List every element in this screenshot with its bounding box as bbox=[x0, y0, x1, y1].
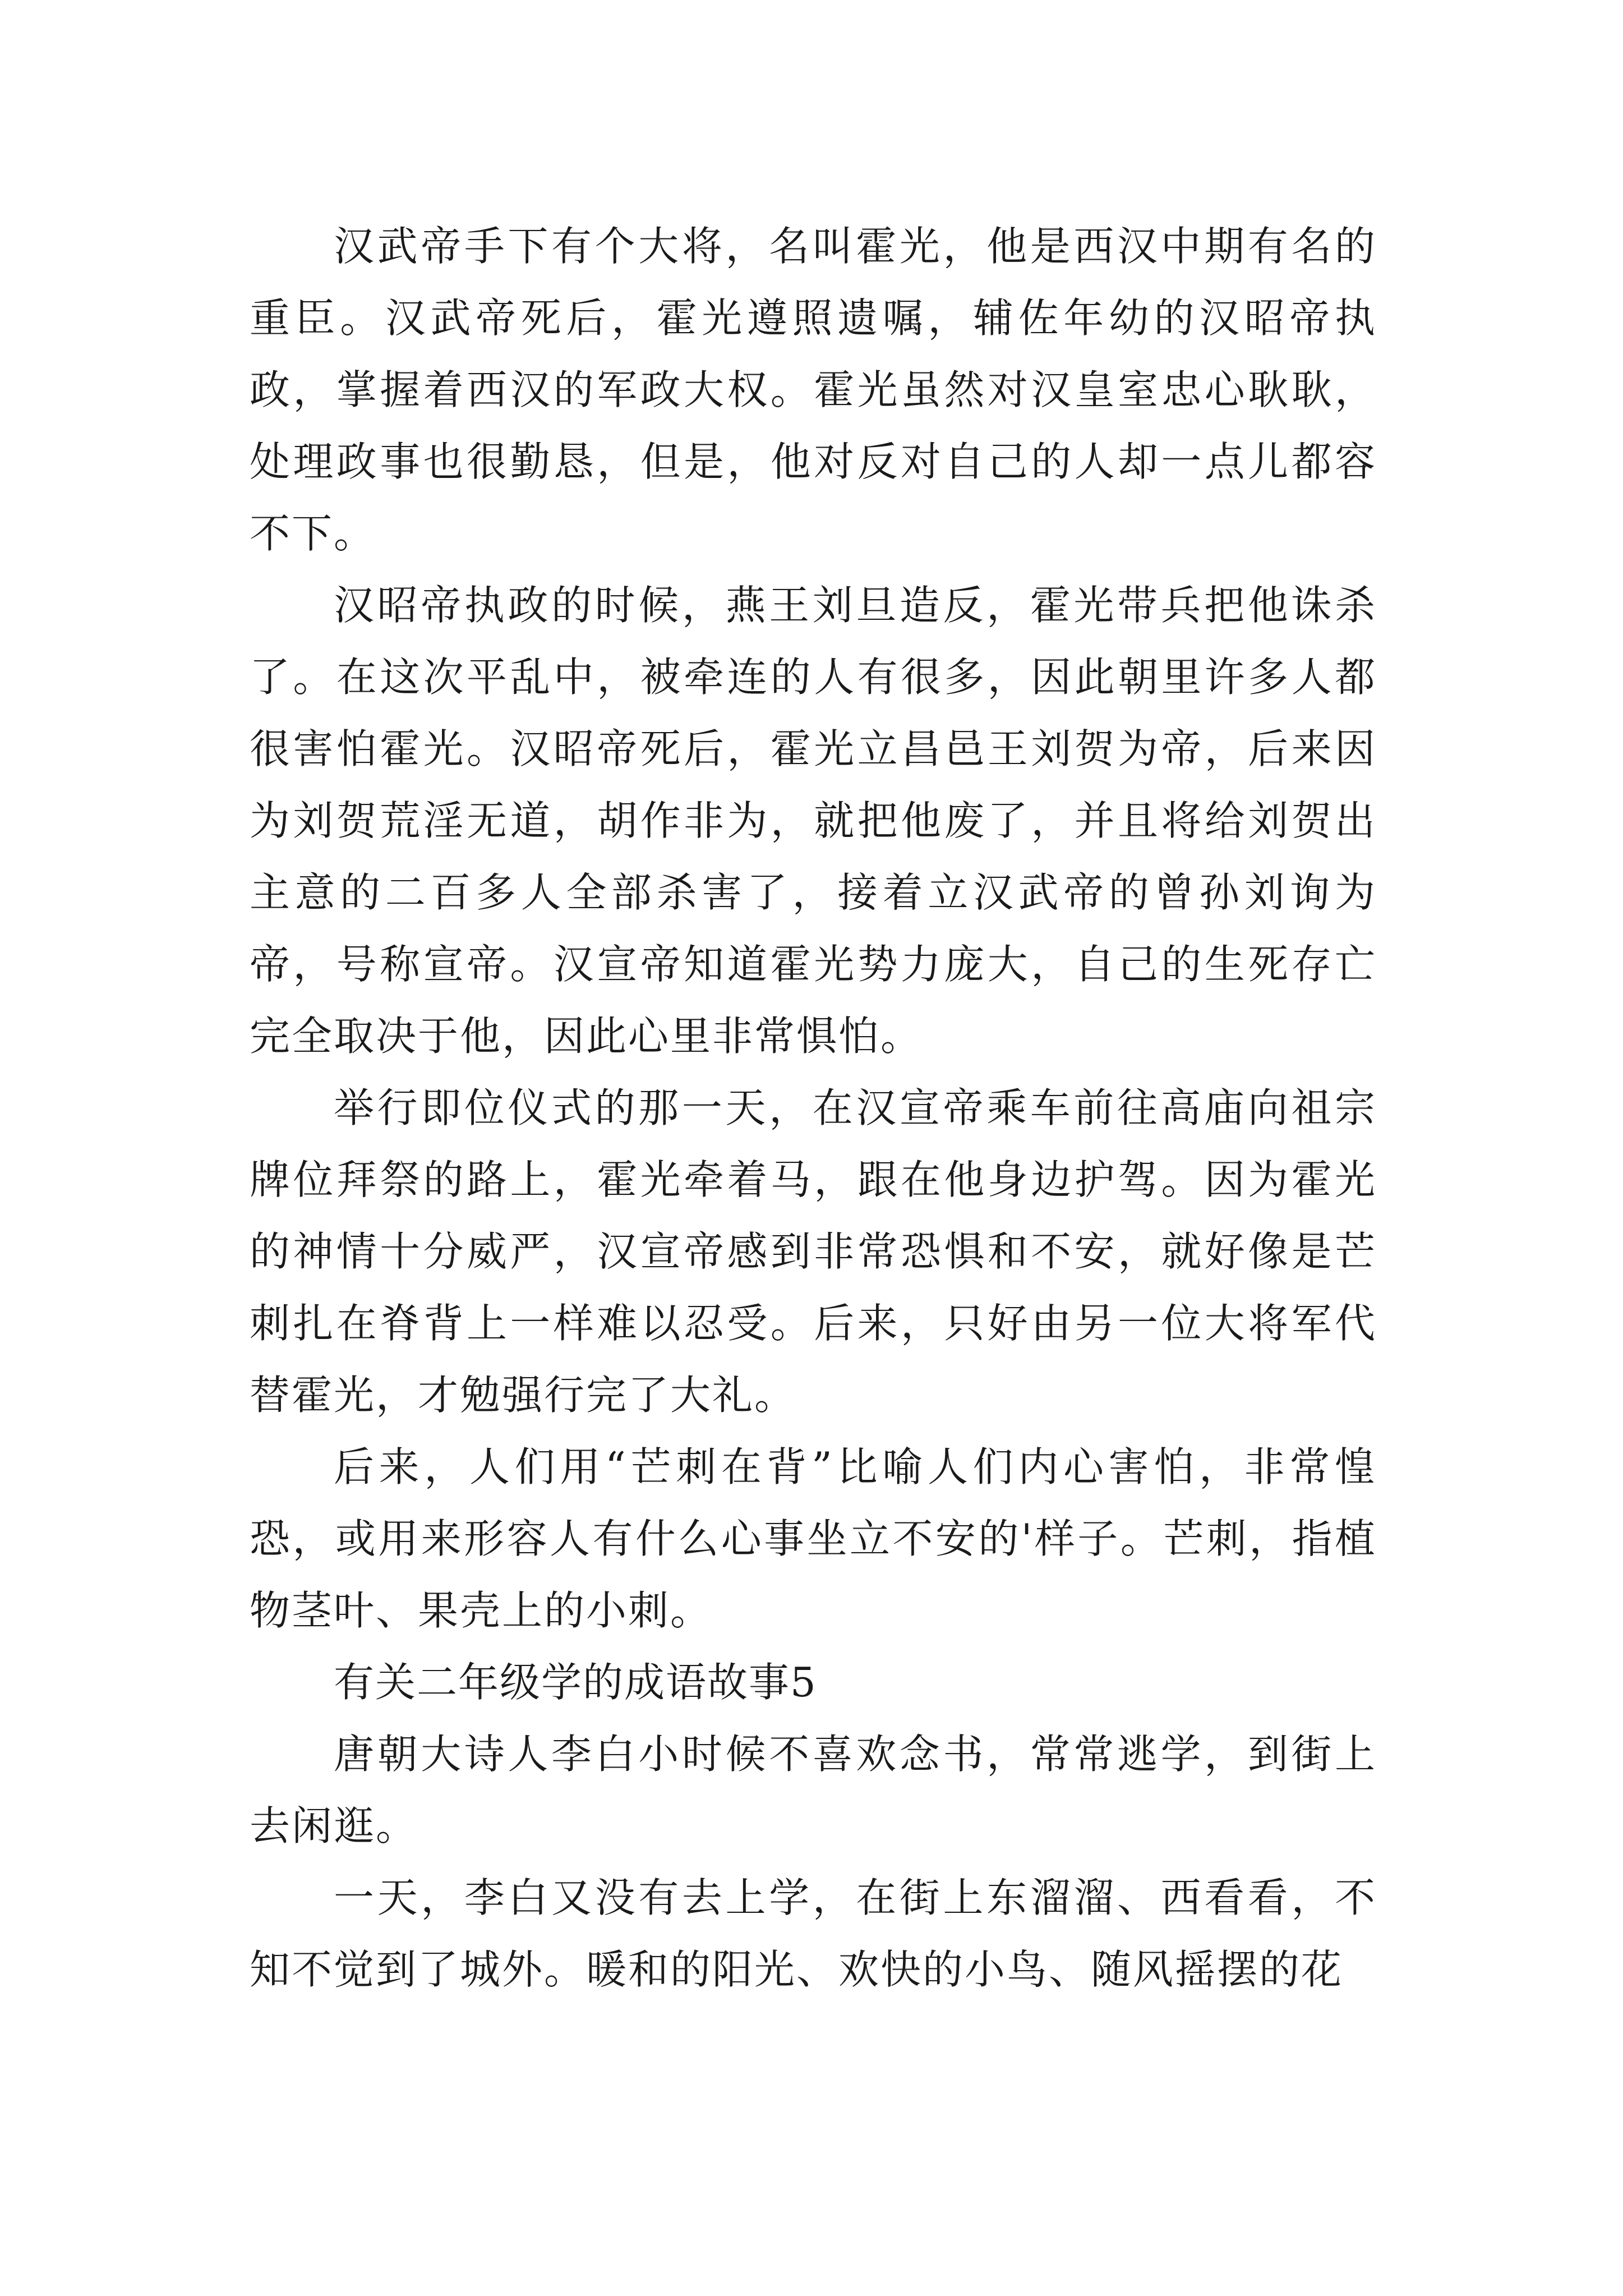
section-heading: 有关二年级学的成语故事5 bbox=[334, 1659, 817, 1706]
paragraph-libai-intro: 唐朝大诗人李白小时候不喜欢念书，常常逃学，到街上去闲逛。 bbox=[250, 1731, 1377, 1849]
paragraph-libai-outing: 一天，李白又没有去上学，在街上东溜溜、西看看，不知不觉到了城外。暖和的阳光、欢快的小鸟、随风摇摆的花 bbox=[250, 1874, 1377, 1993]
paragraph-enthronement: 举行即位仪式的那一天，在汉宣帝乘车前往高庙向祖宗牌位拜祭的路上，霍光牵着马，跟在他身边护驾。因为霍光的神情十分威严，汉宣帝感到非常恐惧和不安，就好像是芒刺扎在脊背上一样难以忍受。后来，只好由另一位大将军代替霍光，才勉强行完了大礼。 bbox=[250, 1084, 1377, 1419]
paragraph-idiom-meaning: 后来，人们用“芒刺在背”比喻人们内心害怕，非常惶恐，或用来形容人有什么心事坐立不安的'样子。芒刺，指植物茎叶、果壳上的小刺。 bbox=[250, 1443, 1377, 1634]
paragraph-zhaodi-era: 汉昭帝执政的时候，燕王刘旦造反，霍光带兵把他诛杀了。在这次平乱中，被牵连的人有很多，因此朝里许多人都很害怕霍光。汉昭帝死后，霍光立昌邑王刘贺为帝，后来因为刘贺荒淫无道，胡作非为，就把他废了，并且将给刘贺出主意的二百多人全部杀害了，接着立汉武帝的曾孙刘询为帝，号称宣帝。汉宣帝知道霍光势力庞大，自己的生死存亡完全取决于他，因此心里非常惧怕。 bbox=[250, 582, 1377, 1060]
document-page bbox=[250, 210, 1377, 2005]
paragraph-huoguang-intro: 汉武帝手下有个大将，名叫霍光，他是西汉中期有名的重臣。汉武帝死后，霍光遵照遗嘱，辅佐年幼的汉昭帝执政，掌握着西汉的军政大权。霍光虽然对汉皇室忠心耿耿，处理政事也很勤恳，但是，他对反对自己的人却一点儿都容不下。 bbox=[250, 223, 1377, 557]
